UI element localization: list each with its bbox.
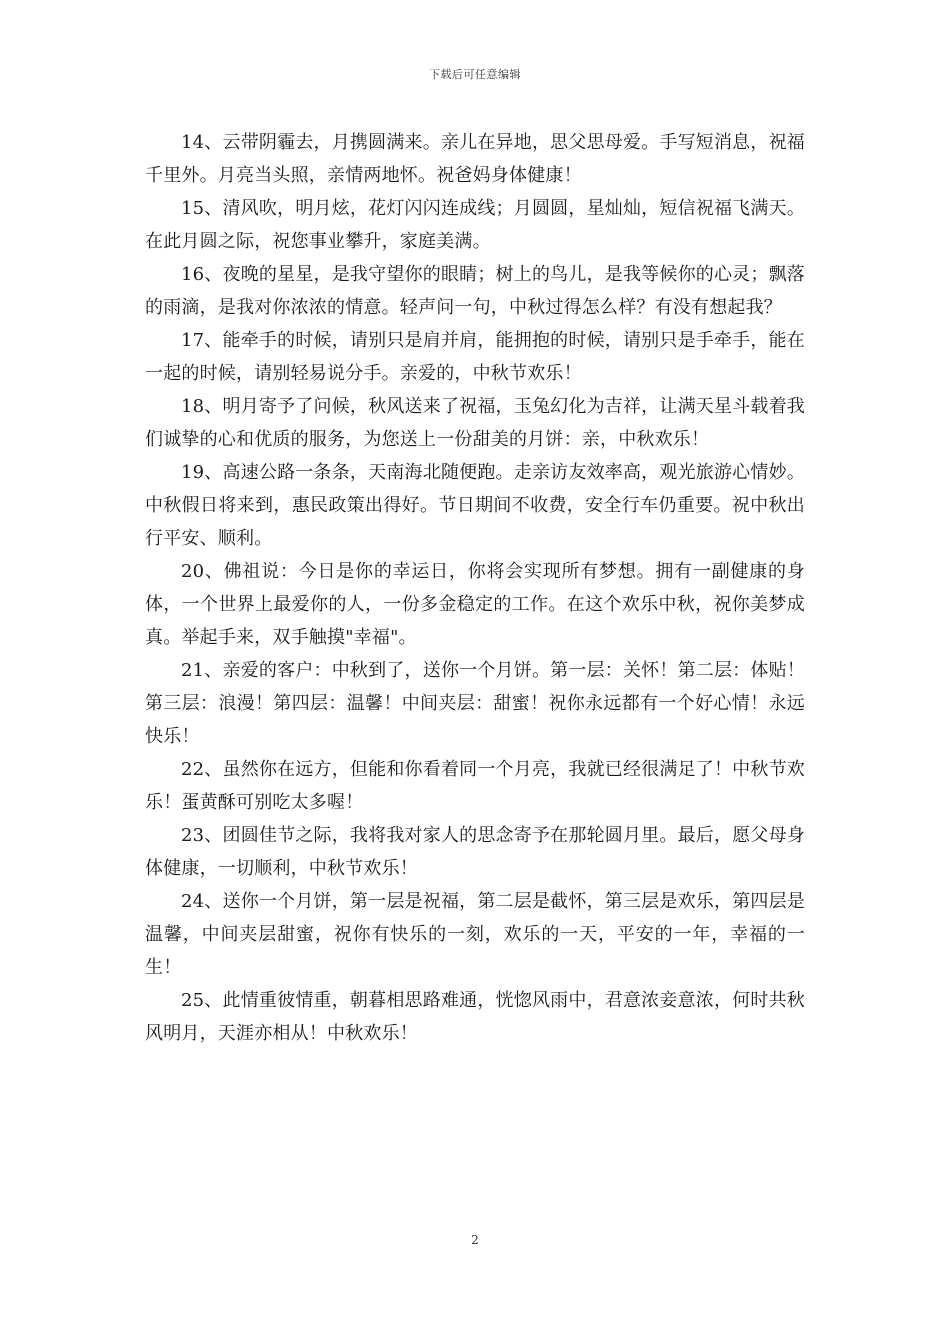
paragraph-23: 23、团圆佳节之际，我将我对家人的思念寄予在那轮圆月里。最后，愿父母身体健康，一切顺利，中秋节欢乐！ bbox=[145, 825, 805, 879]
paragraph-19: 19、高速公路一条条，天南海北随便跑。走亲访友效率高，观光旅游心情妙。中秋假日将来到，惠民政策出得好。节日期间不收费，安全行车仍重要。祝中秋出行平安、顺利。 bbox=[145, 462, 805, 549]
page-number: 2 bbox=[471, 1233, 479, 1247]
paragraph-15: 15、清风吹，明月炫，花灯闪闪连成线；月圆圆，星灿灿，短信祝福飞满天。在此月圆之际，祝您事业攀升，家庭美满。 bbox=[145, 198, 805, 252]
document-body bbox=[145, 126, 805, 1050]
paragraph-21: 21、亲爱的客户：中秋到了，送你一个月饼。第一层：关怀！第二层：体贴！第三层：浪漫！第四层：温馨！中间夹层：甜蜜！祝你永远都有一个好心情！永远快乐！ bbox=[145, 660, 805, 747]
paragraph-18: 18、明月寄予了问候，秋风送来了祝福，玉兔幻化为吉祥，让满天星斗载着我们诚挚的心和优质的服务，为您送上一份甜美的月饼：亲，中秋欢乐！ bbox=[145, 396, 805, 450]
paragraph-20: 20、佛祖说：今日是你的幸运日，你将会实现所有梦想。拥有一副健康的身体，一个世界上最爱你的人，一份多金稳定的工作。在这个欢乐中秋，祝你美梦成真。举起手来，双手触摸"幸福"。 bbox=[145, 561, 805, 648]
paragraph-24: 24、送你一个月饼，第一层是祝福，第二层是截怀，第三层是欢乐，第四层是温馨，中间夹层甜蜜，祝你有快乐的一刻，欢乐的一天，平安的一年，幸福的一生！ bbox=[145, 891, 805, 978]
paragraph-25: 25、此情重彼情重，朝暮相思路难通，恍惚风雨中，君意浓妾意浓，何时共秋风明月，天涯亦相从！中秋欢乐！ bbox=[145, 990, 805, 1044]
paragraph-17: 17、能牵手的时候，请别只是肩并肩，能拥抱的时候，请别只是手牵手，能在一起的时候，请别轻易说分手。亲爱的，中秋节欢乐！ bbox=[145, 330, 805, 384]
page-header: 下载后可任意编辑 bbox=[429, 68, 521, 81]
paragraph-14: 14、云带阴霾去，月携圆满来。亲儿在异地，思父思母爱。手写短消息，祝福千里外。月亮当头照，亲情两地怀。祝爸妈身体健康！ bbox=[145, 132, 805, 186]
paragraph-16: 16、夜晚的星星，是我守望你的眼睛；树上的鸟儿，是我等候你的心灵；飘落的雨滴，是我对你浓浓的情意。轻声问一句，中秋过得怎么样？有没有想起我？ bbox=[145, 264, 805, 318]
paragraph-22: 22、虽然你在远方，但能和你看着同一个月亮，我就已经很满足了！中秋节欢乐！蛋黄酥可别吃太多喔！ bbox=[145, 759, 805, 813]
